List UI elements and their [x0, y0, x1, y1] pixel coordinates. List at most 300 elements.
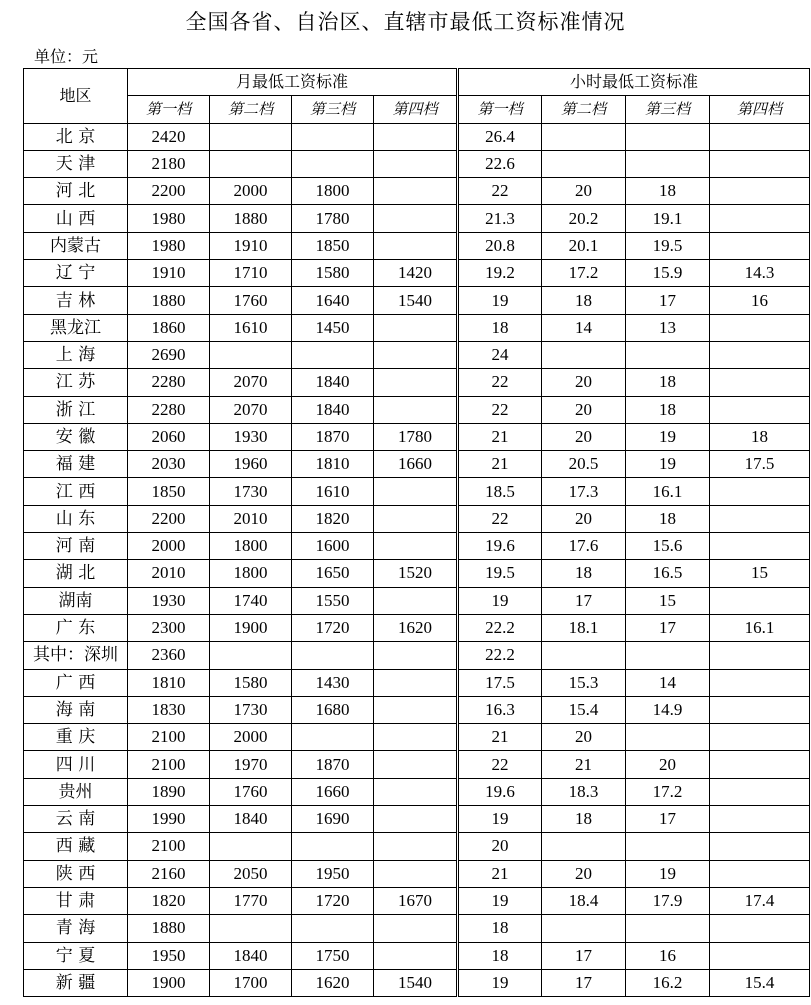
monthly-tier-4-cell [374, 915, 458, 942]
hourly-tier-4-cell [710, 505, 810, 532]
monthly-tier-4-cell [374, 478, 458, 505]
monthly-tier-1-cell: 1990 [128, 806, 210, 833]
hourly-tier-3-cell: 14 [626, 669, 710, 696]
region-cell: 海 南 [24, 696, 128, 723]
monthly-tier-3-cell: 1840 [292, 396, 374, 423]
monthly-tier-4-cell [374, 806, 458, 833]
monthly-tier-2-cell: 1970 [210, 751, 292, 778]
monthly-tier-1-cell: 2160 [128, 860, 210, 887]
hourly-tier-2-cell: 15.3 [542, 669, 626, 696]
monthly-tier-1-cell: 2280 [128, 369, 210, 396]
hourly-tier-3-cell: 18 [626, 505, 710, 532]
hourly-tier-3-cell [626, 341, 710, 368]
monthly-tier-2-cell: 1880 [210, 205, 292, 232]
table-row [24, 587, 810, 614]
table-row [24, 369, 810, 396]
table-row [24, 806, 810, 833]
hourly-tier-3-cell: 16 [626, 942, 710, 969]
region-cell: 山 东 [24, 505, 128, 532]
hourly-tier-4-cell [710, 860, 810, 887]
hourly-tier-1-cell: 24 [458, 341, 542, 368]
hourly-tier-3-cell: 17 [626, 614, 710, 641]
monthly-tier-3-cell: 1640 [292, 287, 374, 314]
monthly-tier-2-cell: 1900 [210, 614, 292, 641]
monthly-tier-3-cell: 1840 [292, 369, 374, 396]
region-cell: 河 南 [24, 533, 128, 560]
table-row [24, 314, 810, 341]
monthly-tier-1-cell: 2280 [128, 396, 210, 423]
region-cell: 其中：深圳 [24, 642, 128, 669]
hourly-tier-1-cell: 22 [458, 369, 542, 396]
table-row [24, 969, 810, 996]
monthly-tier-1-cell: 1830 [128, 696, 210, 723]
monthly-tier-1-cell: 1930 [128, 587, 210, 614]
monthly-tier-1-cell: 2100 [128, 724, 210, 751]
monthly-tier-3-cell: 1430 [292, 669, 374, 696]
monthly-tier-4-cell: 1620 [374, 614, 458, 641]
table-row [24, 341, 810, 368]
region-cell: 青 海 [24, 915, 128, 942]
monthly-tier-3-cell: 1870 [292, 751, 374, 778]
monthly-tier-2-cell: 1760 [210, 778, 292, 805]
hourly-tier-2-cell [542, 915, 626, 942]
hourly-tier-2-cell: 17 [542, 942, 626, 969]
region-cell: 广 东 [24, 614, 128, 641]
hourly-tier-1-cell: 19.6 [458, 778, 542, 805]
page-title: 全国各省、自治区、直辖市最低工资标准情况 [185, 10, 626, 34]
table-row [24, 560, 810, 587]
monthly-tier-2-cell: 1800 [210, 560, 292, 587]
hourly-tier-1-cell: 21 [458, 423, 542, 450]
monthly-tier-1-cell: 1850 [128, 478, 210, 505]
region-cell: 河 北 [24, 178, 128, 205]
hourly-tier-1-cell: 22.2 [458, 614, 542, 641]
monthly-tier-2-cell: 2010 [210, 505, 292, 532]
hourly-tier-3-cell: 19 [626, 860, 710, 887]
region-cell: 湖南 [24, 587, 128, 614]
monthly-tier-1-cell: 2180 [128, 150, 210, 177]
hourly-tier-1-cell: 18 [458, 314, 542, 341]
hourly-tier-2-cell: 20 [542, 423, 626, 450]
monthly-tier-2-cell: 1930 [210, 423, 292, 450]
monthly-tier-2-cell [210, 341, 292, 368]
monthly-tier-2-cell: 1700 [210, 969, 292, 996]
monthly-tier-1-cell: 2060 [128, 423, 210, 450]
monthly-tier-4-cell [374, 751, 458, 778]
hourly-tier-1-cell: 19.5 [458, 560, 542, 587]
hourly-tier-2-cell [542, 123, 626, 150]
region-cell: 西 藏 [24, 833, 128, 860]
monthly-tier-1-cell: 1910 [128, 260, 210, 287]
monthly-tier-3-cell: 1650 [292, 560, 374, 587]
monthly-tier-2-cell: 1770 [210, 887, 292, 914]
region-cell: 北 京 [24, 123, 128, 150]
hourly-tier-1-cell: 19 [458, 587, 542, 614]
monthly-tier-2-cell: 1710 [210, 260, 292, 287]
table-row [24, 423, 810, 450]
monthly-tier-4-cell [374, 778, 458, 805]
hourly-tier-4-cell [710, 205, 810, 232]
monthly-tier-4-cell [374, 533, 458, 560]
monthly-tier-4-cell: 1420 [374, 260, 458, 287]
hourly-tier-4-cell [710, 232, 810, 259]
monthly-tier-4-cell: 1540 [374, 287, 458, 314]
hourly-tier-4-cell [710, 669, 810, 696]
monthly-tier-2-cell: 1800 [210, 533, 292, 560]
hourly-tier-4-cell [710, 396, 810, 423]
hourly-tier-1-cell: 19.6 [458, 533, 542, 560]
monthly-tier-3-cell [292, 833, 374, 860]
monthly-tier-3-cell: 1850 [292, 232, 374, 259]
table-row [24, 123, 810, 150]
hourly-tier-1-cell: 18.5 [458, 478, 542, 505]
hourly-tier-1-cell: 21.3 [458, 205, 542, 232]
hourly-tier-4-cell: 14.3 [710, 260, 810, 287]
hourly-tier-3-cell: 19.5 [626, 232, 710, 259]
hourly-tier-2-cell [542, 833, 626, 860]
hourly-tier-4-cell [710, 724, 810, 751]
monthly-tier-4-cell [374, 860, 458, 887]
region-cell: 重 庆 [24, 724, 128, 751]
monthly-tier-3-cell: 1810 [292, 451, 374, 478]
region-cell: 天 津 [24, 150, 128, 177]
monthly-tier-4-cell: 1660 [374, 451, 458, 478]
monthly-tier-1-cell: 2200 [128, 178, 210, 205]
region-cell: 江 苏 [24, 369, 128, 396]
table-row [24, 150, 810, 177]
monthly-tier-4-cell [374, 232, 458, 259]
hourly-tier-1-cell: 19 [458, 887, 542, 914]
hourly-tier-1-cell: 19 [458, 806, 542, 833]
monthly-tier-2-cell: 1730 [210, 478, 292, 505]
hourly-tier-4-cell [710, 478, 810, 505]
monthly-tier-3-cell: 1950 [292, 860, 374, 887]
hourly-tier-2-cell: 20 [542, 178, 626, 205]
monthly-tier-2-cell: 1740 [210, 587, 292, 614]
table-row [24, 505, 810, 532]
monthly-tier-4-cell: 1780 [374, 423, 458, 450]
hourly-tier-4-cell: 16.1 [710, 614, 810, 641]
hourly-tier-3-cell: 18 [626, 369, 710, 396]
hourly-tier-4-cell [710, 369, 810, 396]
monthly-tier-3-cell [292, 123, 374, 150]
hourly-tier-4-cell [710, 915, 810, 942]
table-row [24, 287, 810, 314]
region-cell: 新 疆 [24, 969, 128, 996]
monthly-tier-3-cell [292, 724, 374, 751]
monthly-tier-2-cell: 2070 [210, 396, 292, 423]
hourly-tier-2-cell: 17.2 [542, 260, 626, 287]
region-cell: 浙 江 [24, 396, 128, 423]
table-row [24, 260, 810, 287]
hourly-tier-2-cell: 17 [542, 969, 626, 996]
monthly-group-header: 月最低工资标准 [128, 69, 458, 96]
monthly-tier-1-cell: 1810 [128, 669, 210, 696]
hourly-tier-3-cell: 19 [626, 451, 710, 478]
monthly-tier-2-cell: 1580 [210, 669, 292, 696]
region-cell: 上 海 [24, 341, 128, 368]
hourly-tier-2-cell: 18 [542, 806, 626, 833]
hourly-tier-2-cell [542, 341, 626, 368]
hourly-tier-4-cell: 18 [710, 423, 810, 450]
hourly-tier-3-cell: 19 [626, 423, 710, 450]
hourly-tier-2-cell: 20 [542, 724, 626, 751]
monthly-tier-4-cell [374, 505, 458, 532]
hourly-tier-4-cell [710, 642, 810, 669]
hourly-tier-4-cell [710, 778, 810, 805]
hourly-tier-1-cell: 21 [458, 724, 542, 751]
hourly-tier-2-cell: 20.5 [542, 451, 626, 478]
hourly-tier-2-cell: 20 [542, 505, 626, 532]
monthly-tier-2-cell [210, 642, 292, 669]
monthly-tier-3-cell [292, 341, 374, 368]
hourly-tier-1-cell: 26.4 [458, 123, 542, 150]
table-row [24, 751, 810, 778]
region-cell: 内蒙古 [24, 232, 128, 259]
region-cell: 山 西 [24, 205, 128, 232]
monthly-tier-1-cell: 1980 [128, 232, 210, 259]
hourly-tier-3-cell: 17.2 [626, 778, 710, 805]
table-row [24, 915, 810, 942]
region-cell: 广 西 [24, 669, 128, 696]
hourly-tier-1-cell: 22 [458, 396, 542, 423]
monthly-tier-1-cell: 2000 [128, 533, 210, 560]
hourly-tier-1-cell: 19 [458, 969, 542, 996]
monthly-tier-1-cell: 1820 [128, 887, 210, 914]
hourly-tier-4-cell [710, 942, 810, 969]
region-cell: 安 徽 [24, 423, 128, 450]
hourly-tier-4-cell [710, 696, 810, 723]
hourly-tier-1-cell: 21 [458, 860, 542, 887]
hourly-tier-3-cell: 17.9 [626, 887, 710, 914]
hourly-tier-2-cell: 20 [542, 860, 626, 887]
hourly-tier-4-header: 第四档 [710, 96, 810, 123]
hourly-tier-3-cell [626, 833, 710, 860]
minimum-wage-table [23, 68, 810, 997]
region-cell: 湖 北 [24, 560, 128, 587]
header-row-tiers [24, 96, 810, 123]
monthly-tier-2-cell [210, 150, 292, 177]
hourly-tier-3-cell: 15.9 [626, 260, 710, 287]
monthly-tier-2-cell: 2000 [210, 178, 292, 205]
monthly-tier-4-cell [374, 178, 458, 205]
monthly-tier-1-cell: 2030 [128, 451, 210, 478]
table-row [24, 887, 810, 914]
region-cell: 黑龙江 [24, 314, 128, 341]
hourly-tier-2-cell: 20 [542, 396, 626, 423]
monthly-tier-1-cell: 1890 [128, 778, 210, 805]
hourly-tier-3-cell [626, 150, 710, 177]
table-row [24, 478, 810, 505]
hourly-tier-4-cell [710, 533, 810, 560]
hourly-tier-2-cell: 17 [542, 587, 626, 614]
hourly-tier-1-cell: 22.6 [458, 150, 542, 177]
monthly-tier-4-cell [374, 396, 458, 423]
hourly-tier-1-cell: 22 [458, 178, 542, 205]
monthly-tier-4-cell [374, 942, 458, 969]
monthly-tier-3-cell: 1720 [292, 614, 374, 641]
hourly-tier-3-cell [626, 123, 710, 150]
hourly-tier-3-cell: 16.5 [626, 560, 710, 587]
hourly-tier-4-cell [710, 314, 810, 341]
monthly-tier-3-cell [292, 642, 374, 669]
hourly-tier-1-header: 第一档 [458, 96, 542, 123]
monthly-tier-3-cell: 1800 [292, 178, 374, 205]
monthly-tier-1-cell: 1980 [128, 205, 210, 232]
hourly-tier-1-cell: 21 [458, 451, 542, 478]
table-row [24, 833, 810, 860]
hourly-tier-3-cell: 14.9 [626, 696, 710, 723]
monthly-tier-2-cell: 1610 [210, 314, 292, 341]
monthly-tier-3-cell: 1820 [292, 505, 374, 532]
monthly-tier-2-cell: 1840 [210, 942, 292, 969]
hourly-group-header: 小时最低工资标准 [458, 69, 810, 96]
monthly-tier-4-cell [374, 314, 458, 341]
hourly-tier-1-cell: 22 [458, 751, 542, 778]
hourly-tier-1-cell: 19.2 [458, 260, 542, 287]
monthly-tier-4-cell [374, 642, 458, 669]
region-column-header: 地区 [24, 69, 128, 124]
hourly-tier-2-cell: 17.6 [542, 533, 626, 560]
hourly-tier-1-cell: 17.5 [458, 669, 542, 696]
region-cell: 贵州 [24, 778, 128, 805]
region-cell: 吉 林 [24, 287, 128, 314]
region-cell: 甘 肃 [24, 887, 128, 914]
hourly-tier-1-cell: 16.3 [458, 696, 542, 723]
monthly-tier-1-cell: 1880 [128, 287, 210, 314]
monthly-tier-3-cell: 1580 [292, 260, 374, 287]
table-row [24, 669, 810, 696]
monthly-tier-4-cell [374, 205, 458, 232]
table-row [24, 533, 810, 560]
hourly-tier-1-cell: 20 [458, 833, 542, 860]
hourly-tier-3-cell: 17 [626, 806, 710, 833]
region-cell: 四 川 [24, 751, 128, 778]
monthly-tier-3-cell: 1550 [292, 587, 374, 614]
hourly-tier-3-cell: 16.2 [626, 969, 710, 996]
table-body [24, 123, 810, 997]
hourly-tier-1-cell: 18 [458, 915, 542, 942]
unit-label: 单位：元 [34, 47, 99, 66]
hourly-tier-2-cell: 15.4 [542, 696, 626, 723]
hourly-tier-1-cell: 22 [458, 505, 542, 532]
hourly-tier-2-cell: 18.3 [542, 778, 626, 805]
table-row [24, 205, 810, 232]
monthly-tier-2-cell: 1910 [210, 232, 292, 259]
hourly-tier-3-header: 第三档 [626, 96, 710, 123]
region-cell: 辽 宁 [24, 260, 128, 287]
hourly-tier-4-cell: 16 [710, 287, 810, 314]
monthly-tier-4-cell [374, 669, 458, 696]
monthly-tier-3-cell: 1450 [292, 314, 374, 341]
table-row [24, 724, 810, 751]
region-cell: 宁 夏 [24, 942, 128, 969]
monthly-tier-1-cell: 2010 [128, 560, 210, 587]
monthly-tier-2-cell: 1960 [210, 451, 292, 478]
hourly-tier-3-cell: 15 [626, 587, 710, 614]
hourly-tier-3-cell: 13 [626, 314, 710, 341]
hourly-tier-1-cell: 22.2 [458, 642, 542, 669]
hourly-tier-2-cell [542, 150, 626, 177]
monthly-tier-1-header: 第一档 [128, 96, 210, 123]
hourly-tier-2-cell: 18 [542, 560, 626, 587]
table-row [24, 614, 810, 641]
hourly-tier-2-header: 第二档 [542, 96, 626, 123]
monthly-tier-2-cell: 2070 [210, 369, 292, 396]
monthly-tier-4-header: 第四档 [374, 96, 458, 123]
monthly-tier-2-cell [210, 123, 292, 150]
table-row [24, 451, 810, 478]
monthly-tier-3-cell: 1620 [292, 969, 374, 996]
monthly-tier-3-cell: 1720 [292, 887, 374, 914]
hourly-tier-2-cell: 18.4 [542, 887, 626, 914]
monthly-tier-2-cell: 1730 [210, 696, 292, 723]
header-row-groups [24, 69, 810, 96]
table-row [24, 396, 810, 423]
monthly-tier-1-cell: 2360 [128, 642, 210, 669]
hourly-tier-2-cell: 17.3 [542, 478, 626, 505]
monthly-tier-3-cell: 1660 [292, 778, 374, 805]
monthly-tier-2-cell: 1760 [210, 287, 292, 314]
monthly-tier-1-cell: 2420 [128, 123, 210, 150]
hourly-tier-4-cell [710, 833, 810, 860]
hourly-tier-2-cell: 14 [542, 314, 626, 341]
hourly-tier-2-cell: 18 [542, 287, 626, 314]
hourly-tier-1-cell: 18 [458, 942, 542, 969]
monthly-tier-3-cell: 1680 [292, 696, 374, 723]
hourly-tier-4-cell: 17.5 [710, 451, 810, 478]
monthly-tier-1-cell: 1860 [128, 314, 210, 341]
monthly-tier-4-cell [374, 696, 458, 723]
table-row [24, 696, 810, 723]
hourly-tier-4-cell [710, 587, 810, 614]
monthly-tier-1-cell: 1950 [128, 942, 210, 969]
hourly-tier-1-cell: 19 [458, 287, 542, 314]
monthly-tier-3-cell: 1870 [292, 423, 374, 450]
monthly-tier-1-cell: 1900 [128, 969, 210, 996]
hourly-tier-4-cell [710, 123, 810, 150]
hourly-tier-3-cell: 18 [626, 178, 710, 205]
monthly-tier-1-cell: 2300 [128, 614, 210, 641]
monthly-tier-2-cell: 2000 [210, 724, 292, 751]
hourly-tier-4-cell [710, 341, 810, 368]
monthly-tier-4-cell [374, 369, 458, 396]
monthly-tier-2-header: 第二档 [210, 96, 292, 123]
hourly-tier-2-cell: 21 [542, 751, 626, 778]
hourly-tier-3-cell [626, 724, 710, 751]
monthly-tier-1-cell: 2100 [128, 833, 210, 860]
monthly-tier-2-cell: 1840 [210, 806, 292, 833]
hourly-tier-4-cell: 15.4 [710, 969, 810, 996]
hourly-tier-4-cell [710, 751, 810, 778]
monthly-tier-3-cell: 1750 [292, 942, 374, 969]
table-row [24, 642, 810, 669]
hourly-tier-2-cell: 18.1 [542, 614, 626, 641]
hourly-tier-3-cell [626, 642, 710, 669]
monthly-tier-1-cell: 2690 [128, 341, 210, 368]
hourly-tier-4-cell [710, 178, 810, 205]
table-row [24, 778, 810, 805]
monthly-tier-3-cell: 1780 [292, 205, 374, 232]
monthly-tier-4-cell [374, 341, 458, 368]
region-cell: 福 建 [24, 451, 128, 478]
hourly-tier-4-cell: 17.4 [710, 887, 810, 914]
hourly-tier-4-cell: 15 [710, 560, 810, 587]
monthly-tier-4-cell [374, 724, 458, 751]
monthly-tier-1-cell: 2100 [128, 751, 210, 778]
region-cell: 江 西 [24, 478, 128, 505]
hourly-tier-3-cell: 18 [626, 396, 710, 423]
